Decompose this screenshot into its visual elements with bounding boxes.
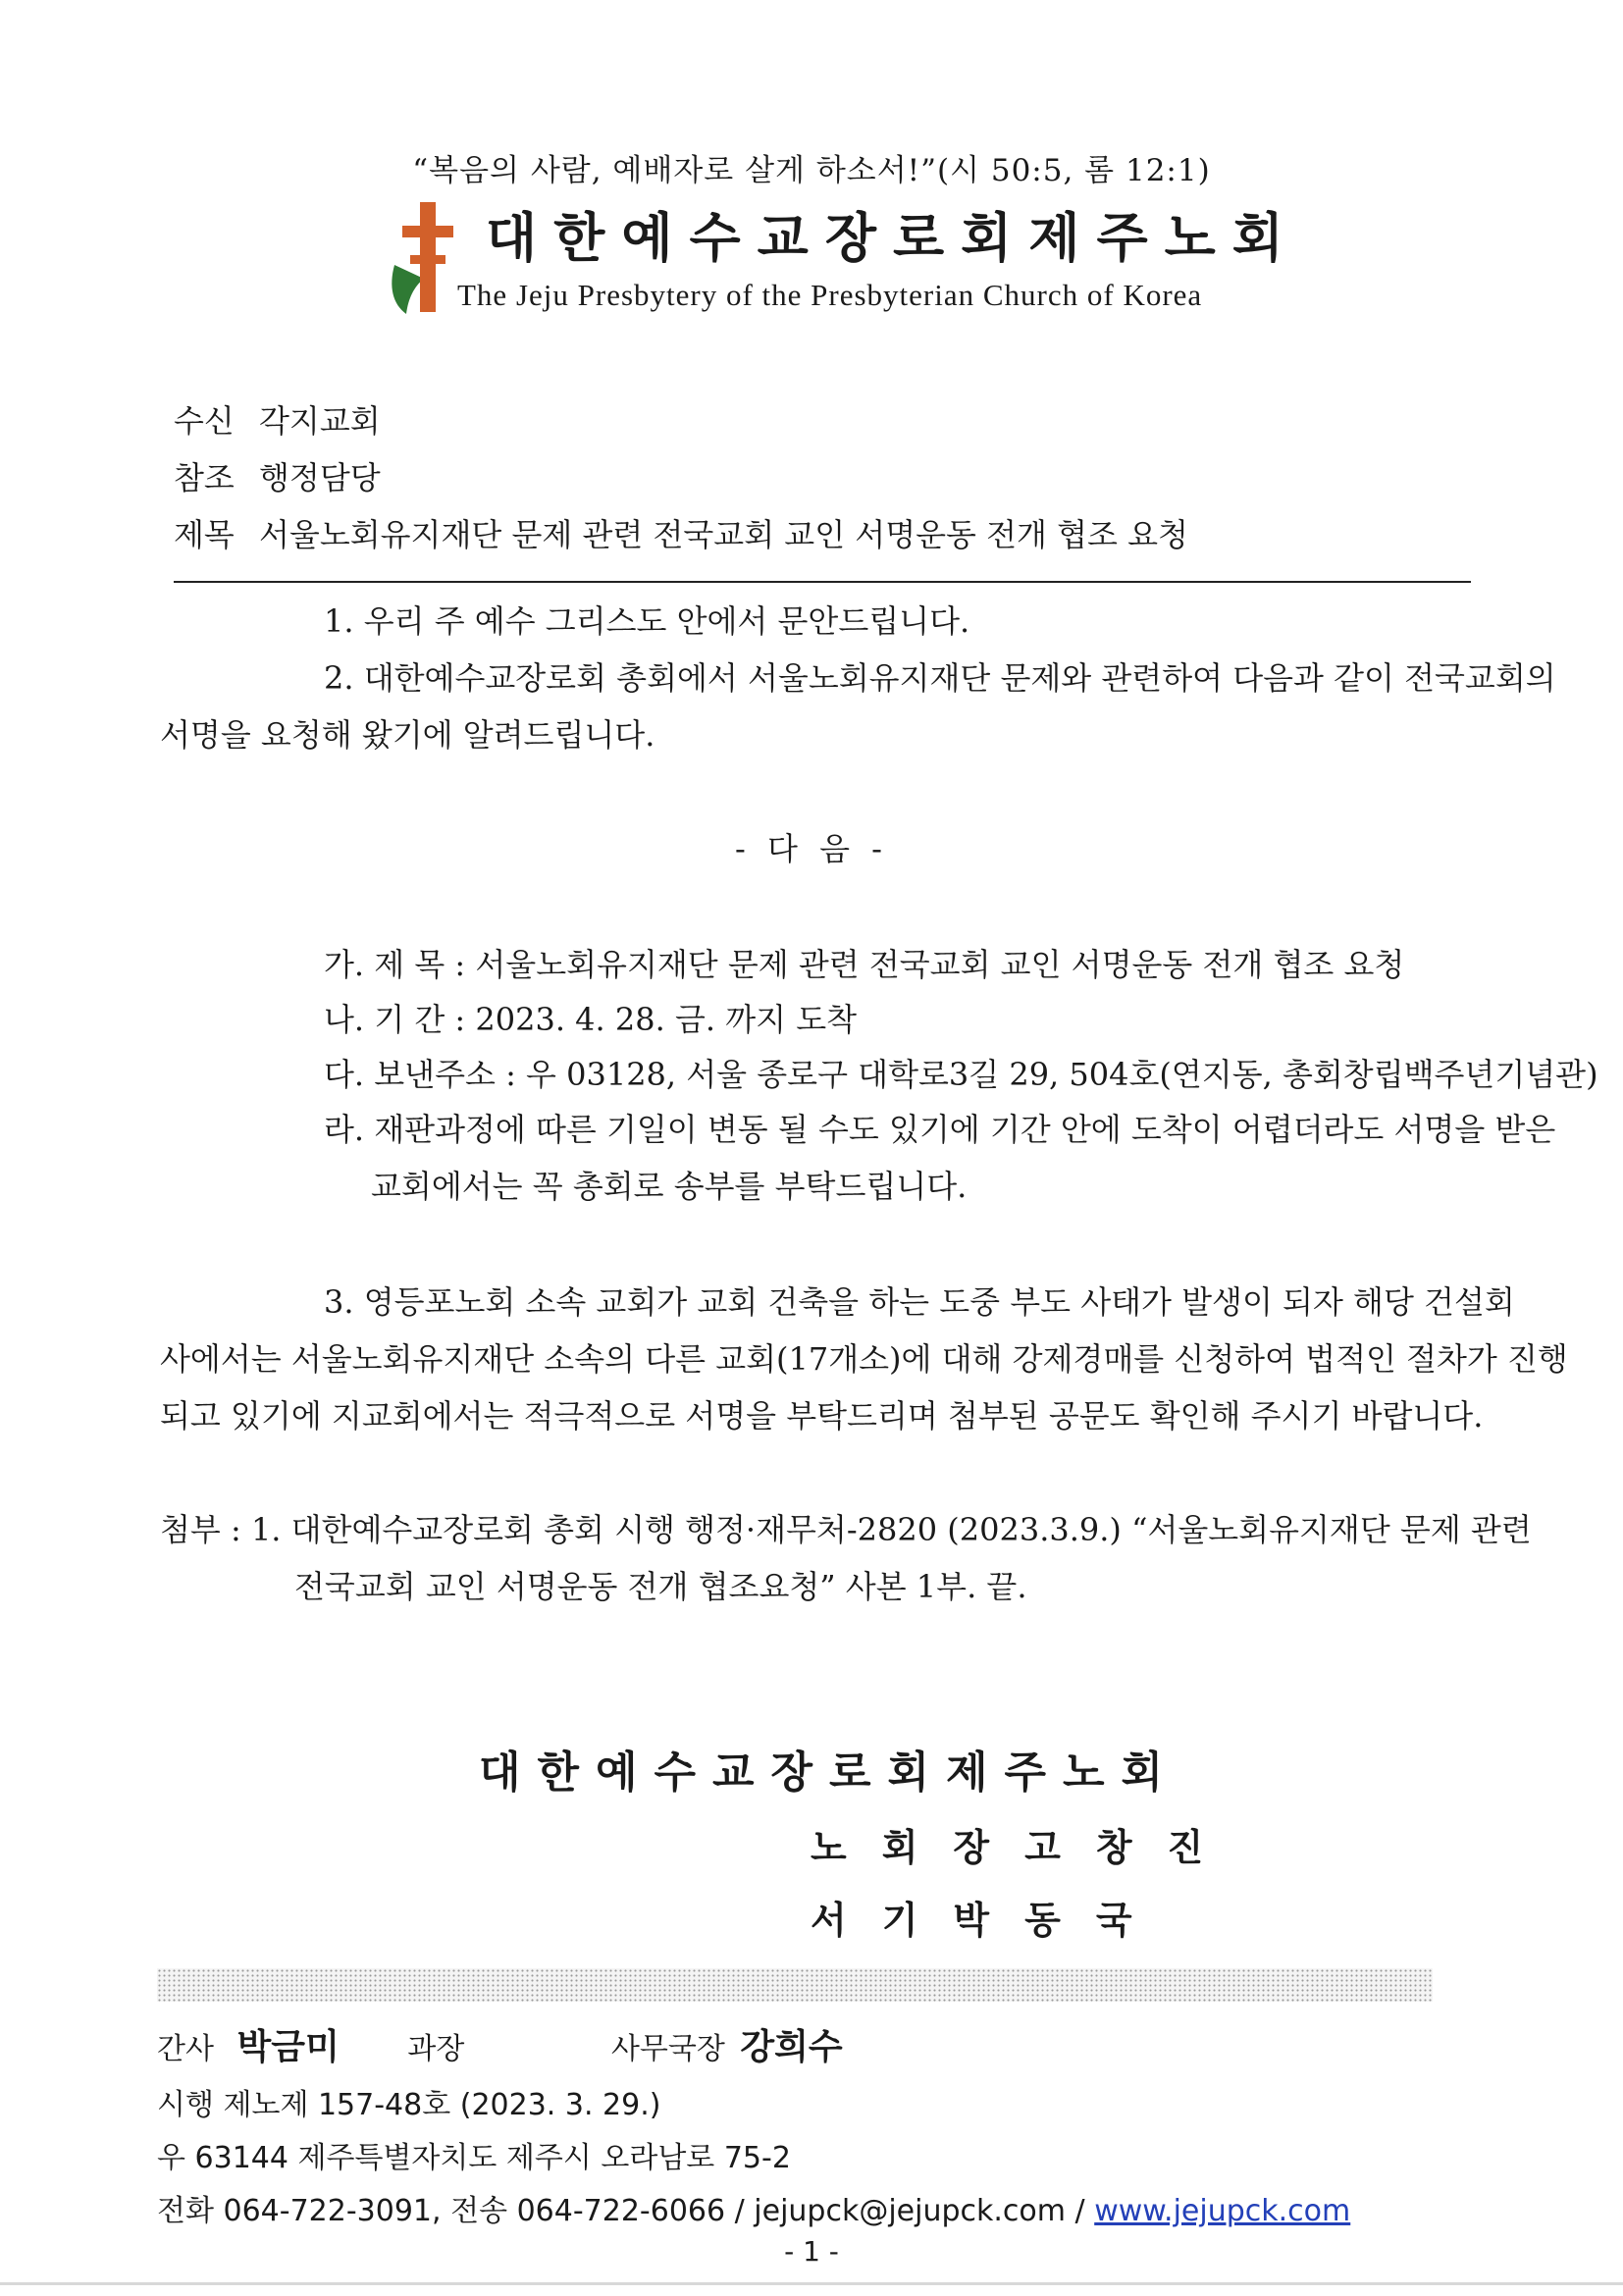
item-ra-line1: 라. 재판과정에 따른 기일이 변동 될 수도 있기에 기간 안에 도착이 어렵더라도 서명을 받은 <box>324 1111 1556 1148</box>
subject-row <box>174 510 1188 555</box>
item-na-text: 2023. 4. 28. 금. 까지 도착 <box>475 1001 858 1038</box>
paragraph-3-line3: 되고 있기에 지교회에서는 적극적으로 서명을 부탁드리며 첨부된 공문도 확인해 주시기 바랍니다. <box>160 1397 1484 1435</box>
director-name: 강희수 <box>740 2027 843 2067</box>
paragraph-3-line2: 사에서는 서울노회유지재단 소속의 다른 교회(17개소)에 대해 강제경매를 신청하여 법적인 절차가 진행 <box>160 1340 1568 1378</box>
page-bottom-edge <box>0 2282 1623 2285</box>
item-na <box>324 995 857 1040</box>
item-ga-label: 가. 제 목 : <box>324 946 466 983</box>
item-ga-text: 서울노회유지재단 문제 관련 전국교회 교인 서명운동 전개 협조 요청 <box>475 946 1405 983</box>
paragraph-2-line1: 2. 대한예수교장로회 총회에서 서울노회유지재단 문제와 관련하여 다음과 같이 전국교회의 <box>324 659 1556 697</box>
staff-name: 박금미 <box>236 2027 340 2067</box>
item-da <box>324 1050 1598 1095</box>
recipient-label: 수신 <box>174 402 235 440</box>
attachment-line1: 첨부 : 1. 대한예수교장로회 총회 시행 행정·재무처-2820 (2023.3.9.) “서울노회유지재단 문제 관련 <box>160 1511 1532 1548</box>
signature-moderator: 노회장고창진 <box>811 1825 1239 1869</box>
subject-value: 서울노회유지재단 문제 관련 전국교회 교인 서명운동 전개 협조 요청 <box>259 516 1188 553</box>
recipient-row <box>174 396 381 442</box>
paragraph-3-line1: 3. 영등포노회 소속 교회가 교회 건축을 하는 도중 부도 사태가 발생이 되자 해당 건설회 <box>324 1283 1515 1321</box>
item-ra-line2: 교회에서는 꼭 총회로 송부를 부탁드립니다. <box>371 1168 968 1205</box>
header-divider <box>174 581 1471 583</box>
footer-divider <box>157 1968 1433 2002</box>
signature-clerk: 서기박동국 <box>811 1898 1168 1942</box>
contact-row <box>157 2186 1350 2229</box>
item-da-label: 다. 보낸주소 : <box>324 1056 516 1093</box>
church-cross-logo-icon <box>385 196 463 316</box>
office-address: 우 63144 제주특별자치도 제주시 오라남로 75-2 <box>157 2141 791 2175</box>
manager-label: 과장 <box>407 2032 465 2066</box>
signature-org: 대한예수교장로회제주노회 <box>479 1748 1180 1798</box>
paragraph-2-line2: 서명을 요청해 왔기에 알려드립니다. <box>160 716 655 754</box>
staff-label: 간사 <box>157 2032 214 2066</box>
item-da-text: 우 03128, 서울 종로구 대학로3길 29, 504호(연지동, 총회창립백주년기념관) <box>526 1056 1598 1093</box>
subject-label: 제목 <box>174 516 235 553</box>
recipient-value: 각지교회 <box>259 402 381 440</box>
org-subtitle-en: The Jeju Presbytery of the Presbyterian Church of Korea <box>457 278 1203 312</box>
contact-info: 전화 064-722-3091, 전송 064-722-6066 / jejupck@jejupck.com / <box>157 2194 1095 2228</box>
paragraph-1: 1. 우리 주 예수 그리스도 안에서 문안드립니다. <box>324 602 970 640</box>
reference-value: 행정담당 <box>259 459 381 496</box>
approval-row <box>157 2019 843 2069</box>
item-na-label: 나. 기 간 : <box>324 1001 466 1038</box>
page-number: - 1 - <box>784 2235 839 2268</box>
reference-label: 참조 <box>174 459 235 496</box>
heading-following: - 다 음 - <box>735 830 888 867</box>
document-number: 시행 제노제 157-48호 (2023. 3. 29.) <box>157 2088 661 2122</box>
website-link[interactable]: www.jejupck.com <box>1094 2194 1351 2228</box>
motto: “복음의 사람, 예배자로 살게 하소서!”(시 50:5, 롬 12:1) <box>412 153 1211 188</box>
attachment-line2: 전국교회 교인 서명운동 전개 협조요청” 사본 1부. 끝. <box>294 1568 1027 1605</box>
reference-row <box>174 453 381 498</box>
director-label: 사무국장 <box>610 2032 725 2066</box>
item-ga <box>324 940 1404 985</box>
org-title: 대한예수교장로회제주노회 <box>486 206 1300 269</box>
